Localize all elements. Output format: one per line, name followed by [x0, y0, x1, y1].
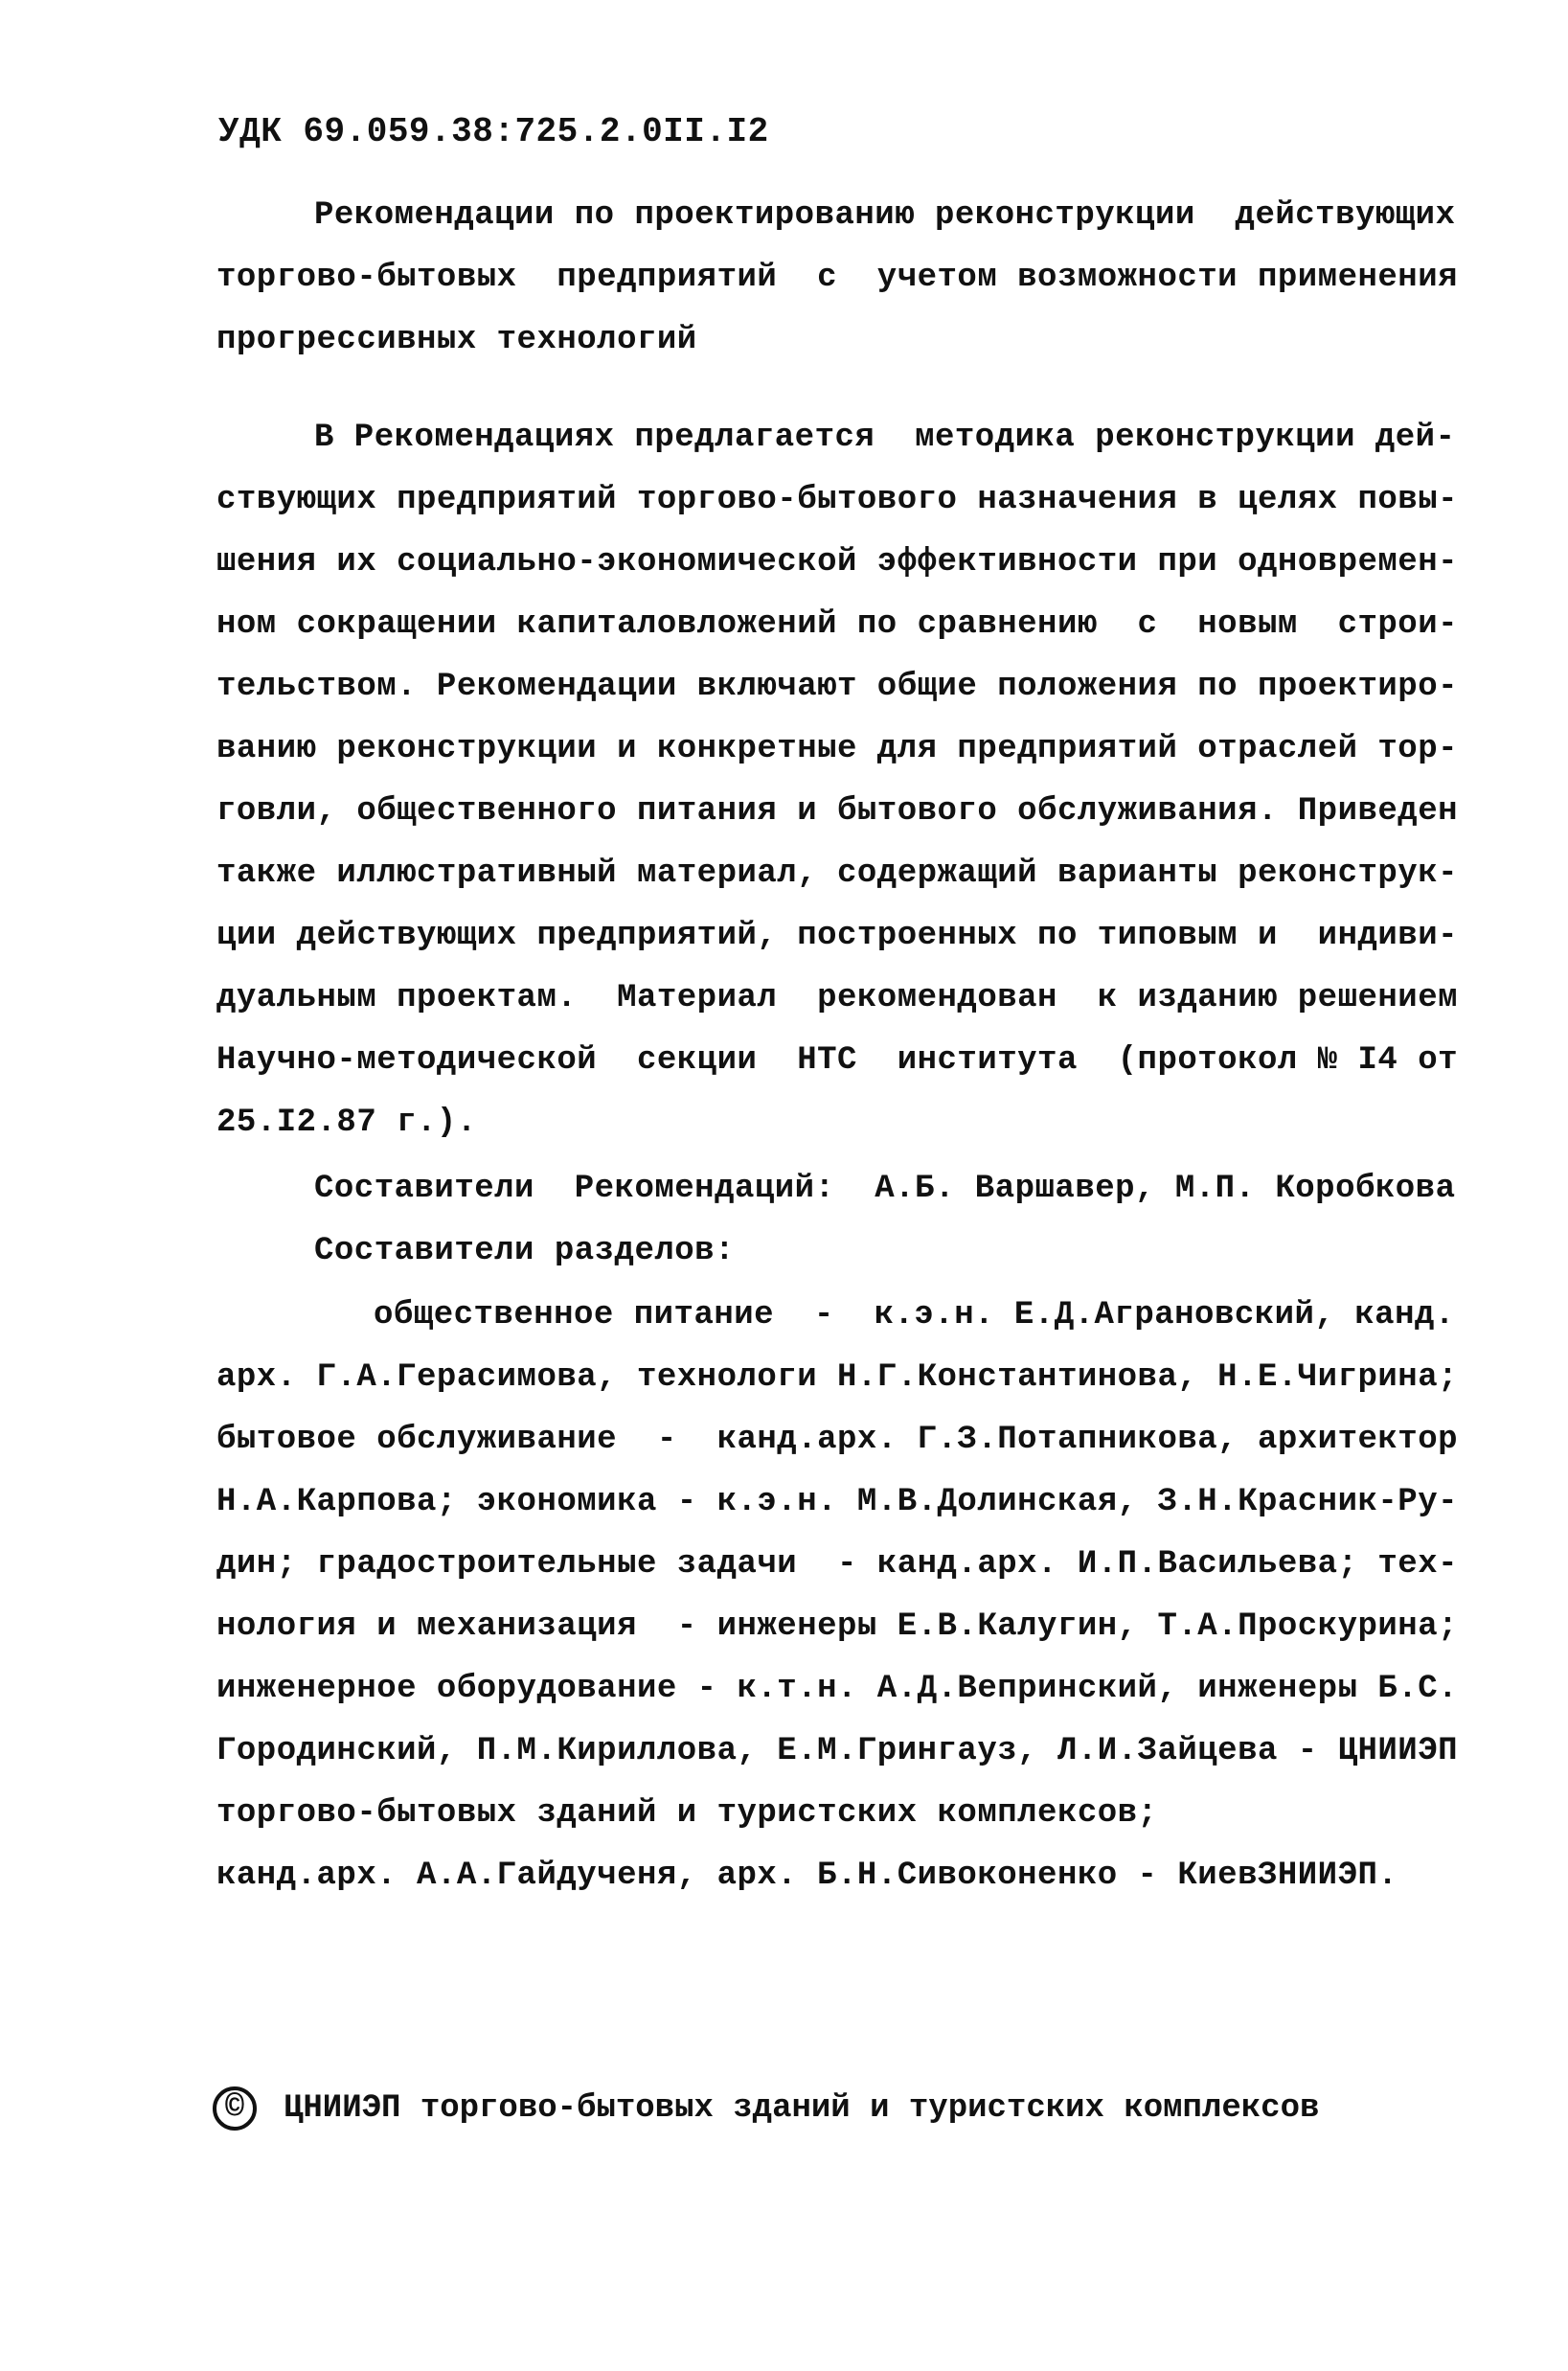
sections-line-9: торгово-бытовых зданий и туристских комплексов;	[216, 1795, 1158, 1832]
abstract-line-6: ванию реконструкции и конкретные для предприятий отраслей тор-	[216, 731, 1459, 767]
copyright-notice	[213, 2086, 1319, 2131]
abstract-line-7: говли, общественного питания и бытового обслуживания. Приведен	[216, 793, 1459, 830]
sections-line-2: арх. Г.А.Герасимова, технологи Н.Г.Константинова, Н.Е.Чигрина;	[216, 1359, 1459, 1396]
abstract-line-9: ции действующих предприятий, построенных по типовым и индиви-	[216, 918, 1459, 954]
copyright-icon: ©	[213, 2086, 257, 2131]
sections-line-3: бытовое обслуживание - канд.арх. Г.З.Потапникова, архитектор	[216, 1422, 1459, 1458]
abstract-line-5: тельством. Рекомендации включают общие положения по проектиро-	[216, 669, 1459, 705]
sections-line-6: нология и механизация - инженеры Е.В.Калугин, Т.А.Проскурина;	[216, 1608, 1459, 1645]
abstract-line-11: Научно-методической секции НТС института (протокол № I4 от	[216, 1042, 1459, 1079]
abstract-line-2: ствующих предприятий торгово-бытового назначения в целях повы-	[216, 482, 1459, 518]
sections-line-5: дин; градостроительные задачи - канд.арх. И.П.Васильева; тех-	[216, 1546, 1459, 1583]
sections-line-4: Н.А.Карпова; экономика - к.э.н. М.В.Долинская, З.Н.Красник-Ру-	[216, 1484, 1459, 1520]
copyright-text: ЦНИИЭП торгово-бытовых зданий и туристских комплексов	[284, 2090, 1320, 2127]
abstract-line-3: шения их социально-экономической эффективности при одновремен-	[216, 544, 1459, 581]
sections-line-10: канд.арх. А.А.Гайдученя, арх. Б.Н.Сивоконенко - КиевЗНИИЭП.	[216, 1858, 1398, 1894]
sections-line-1: общественное питание - к.э.н. Е.Д.Аграновский, канд.	[374, 1297, 1455, 1334]
abstract-line-8: также иллюстративный материал, содержащий варианты реконструк-	[216, 855, 1459, 892]
abstract-line-1: В Рекомендациях предлагается методика реконструкции дей-	[314, 420, 1456, 456]
abstract-line-12: 25.I2.87 г.).	[216, 1105, 477, 1141]
abstract-line-10: дуальным проектам. Материал рекомендован к изданию решением	[216, 980, 1459, 1016]
sections-heading: Составители разделов:	[314, 1233, 735, 1269]
title-line-3: прогрессивных технологий	[216, 322, 697, 358]
title-line-1: Рекомендации по проектированию реконструкции действующих	[314, 197, 1456, 234]
sections-line-7: инженерное оборудование - к.т.н. А.Д.Вепринский, инженеры Б.С.	[216, 1671, 1459, 1707]
abstract-line-4: ном сокращении капиталовложений по сравнению с новым строи-	[216, 606, 1459, 643]
sections-line-8: Городинский, П.М.Кириллова, Е.М.Грингауз, Л.И.Зайцева - ЦНИИЭП	[216, 1733, 1459, 1769]
authors-line: Составители Рекомендаций: А.Б. Варшавер, М.П. Коробкова	[314, 1171, 1456, 1207]
udk-code: УДК 69.059.38:725.2.0II.I2	[218, 112, 769, 151]
title-line-2: торгово-бытовых предприятий с учетом возможности применения	[216, 260, 1459, 296]
